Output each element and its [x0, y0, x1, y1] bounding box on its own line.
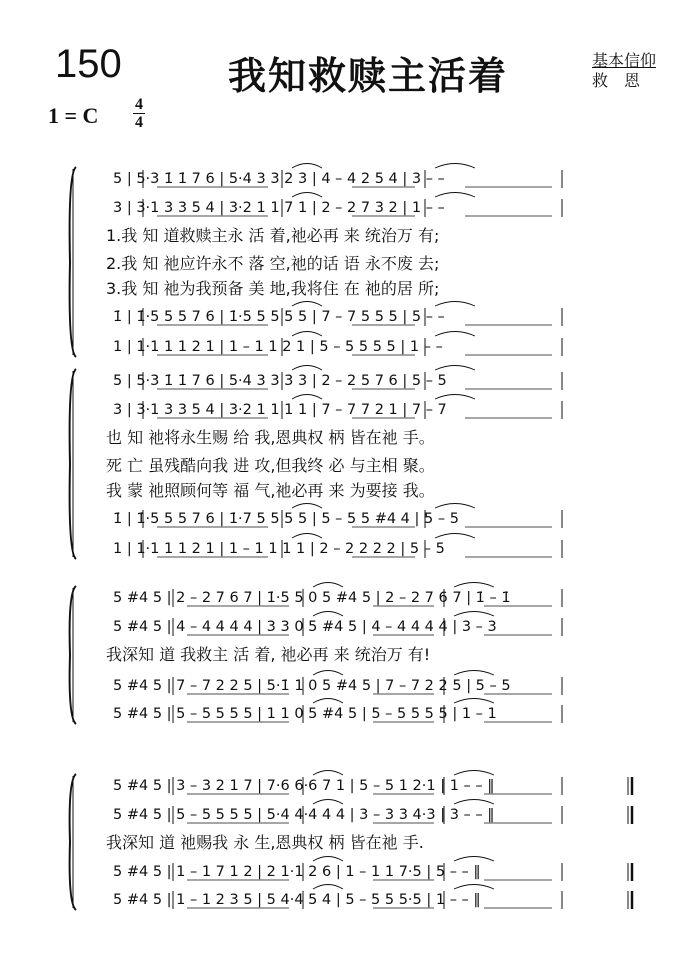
slur-arc: [313, 671, 343, 676]
note-line: 5 | 5·3 1̇ 1̇ 7 6 | 5·4 3 3 3 3 | 2 – 2 5 7 6 | 5 – 5: [113, 373, 447, 389]
note-line: 5 #4 5 | 5 – 5 5 5 5 | 5·4 4·4 4 4 | 3 – 3 3 4·3 | 3 – – ‖: [113, 807, 495, 823]
category-primary: 基本信仰: [592, 51, 657, 70]
category-secondary: 救恩: [592, 71, 657, 90]
slur-arc: [435, 302, 475, 307]
slur-arc: [313, 800, 343, 805]
note-line: 1 | 1·1 1 1 2 1 | 1 – 1 1 2 1 | 5 – 5 5 5 5 | 1 – –: [113, 339, 443, 355]
lyric-line: 我深知 道 祂赐我 永 生,恩典权 柄 皆在祂 手.: [106, 833, 424, 852]
time-signature-bottom: 4: [135, 114, 143, 131]
note-line: 5 #4 5 | 5 – 5 5 5 5 | 1 1 0 5 #4 5 | 5 – 5 5 5 5 | 1 – 1: [113, 706, 497, 722]
system-2: [70, 366, 562, 560]
slur-arc: [292, 534, 322, 539]
slur-arc: [313, 771, 343, 776]
note-line: 5 | 5·3 1̇ 1̇ 7 6 | 5·4 3 3 2 3 | 4 – 4 2 5 4 | 3 – –: [113, 171, 445, 187]
key-signature: 1 = C: [48, 103, 99, 128]
lyric-line: 我 蒙 祂照顾何等 福 气,祂必再 来 为要接 我。: [106, 481, 435, 500]
system-3: [70, 583, 562, 725]
slur-arc: [435, 534, 475, 539]
slur-arc: [313, 612, 343, 617]
slur-arc: [292, 193, 322, 198]
lyric-line: 1.我 知 道救赎主永 活 着,祂必再 来 统治万 有;: [106, 226, 440, 245]
slur-arc: [454, 885, 494, 890]
slur-arc: [454, 612, 494, 617]
slur-arc: [292, 504, 322, 509]
hymn-number: 150: [55, 42, 122, 86]
note-line: 5 #4 5 | 1 – 1 7 1 2 | 2 1·1 2 6 | 1 – 1 1 7·5 | 5 – – ‖: [113, 864, 481, 880]
slur-arc: [292, 164, 322, 169]
note-line: 1 | 1·1 1 1 2 1 | 1 – 1 1 1 1 | 2 – 2 2 2 2 | 5 – 5: [113, 541, 445, 557]
slur-arc: [292, 366, 322, 371]
note-line: 1̇ | 1̇·5 5 5 7 6 | 1̇·5 5 5 5 5 | 7 – 7 5 5 5 | 5 – –: [113, 309, 445, 325]
system-1: [70, 164, 562, 358]
time-signature-top: 4: [135, 96, 143, 113]
slur-arc: [435, 193, 475, 198]
slur-arc: [313, 885, 343, 890]
slur-arc: [454, 671, 494, 676]
slur-arc: [435, 164, 475, 169]
note-line: 5 #4 5 | 2 – 2 7 6 7 | 1̇·5 5 0 5 #4 5 | 2 – 2 7 6 7 | 1̇ – 1̇: [113, 590, 511, 606]
slur-arc: [454, 857, 494, 862]
note-line: 1̇ | 1̇·5 5 5 7 6 | 1̇·7 5 5 5 5 | 5 – 5 5 #4 4 | 5 – 5: [113, 511, 459, 527]
lyric-line: 我深知 道 我救主 活 着, 祂必再 来 统治万 有!: [106, 645, 431, 664]
lyric-line: 3.我 知 祂为我预备 美 地,我将住 在 祂的居 所;: [106, 279, 440, 298]
hymn-title: 我知救赎主活着: [228, 54, 509, 98]
lyric-line: 死 亡 虽残酷向我 进 攻,但我终 必 与主相 聚。: [106, 456, 435, 475]
note-line: 5 #4 5 | 4 – 4 4 4 4 | 3 3 0 5 #4 5 | 4 – 4 4 4 4 | 3 – 3: [113, 619, 497, 635]
lyric-line: 也 知 祂将永生赐 给 我,恩典权 柄 皆在祂 手。: [106, 428, 435, 447]
slur-arc: [454, 771, 494, 776]
slur-arc: [435, 366, 475, 371]
note-line: 3 | 3·1 3 3 5 4 | 3·2 1 1 7 1 | 2 – 2 7 3 2 | 1 – –: [113, 200, 445, 216]
note-line: 3 | 3·1 3 3 5 4 | 3·2 1 1 1 1 | 7 – 7 7 2 1 | 7 – 7: [113, 402, 447, 418]
slur-arc: [313, 699, 343, 704]
lyric-line: 2.我 知 祂应许永不 落 空,祂的话 语 永不废 去;: [106, 254, 440, 273]
slur-arc: [435, 504, 475, 509]
note-line: 5 #4 5 | 7 – 7 2 2 5 | 5·1̇ 1 0 5 #4 5 | 7 – 7 2 2 5 | 5 – 5: [113, 678, 511, 694]
note-line: 5 #4 5 | 3 – 3 2 1 7 | 7·6 6·6 7 1 | 5 – 5 1 2·1 | 1 – – ‖: [113, 778, 495, 794]
system-4: [70, 771, 632, 911]
slur-arc: [454, 699, 494, 704]
slur-arc: [435, 395, 475, 400]
slur-arc: [292, 332, 322, 337]
slur-arc: [292, 395, 322, 400]
slur-arc: [435, 332, 475, 337]
slur-arc: [313, 857, 343, 862]
slur-arc: [454, 800, 494, 805]
slur-arc: [313, 583, 343, 588]
slur-arc: [292, 302, 322, 307]
note-line: 5 #4 5 | 1 – 1 2 3 5 | 5 4·4 5 4 | 5 – 5 5 5·5 | 1 – – ‖: [113, 892, 481, 908]
slur-arc: [454, 583, 494, 588]
